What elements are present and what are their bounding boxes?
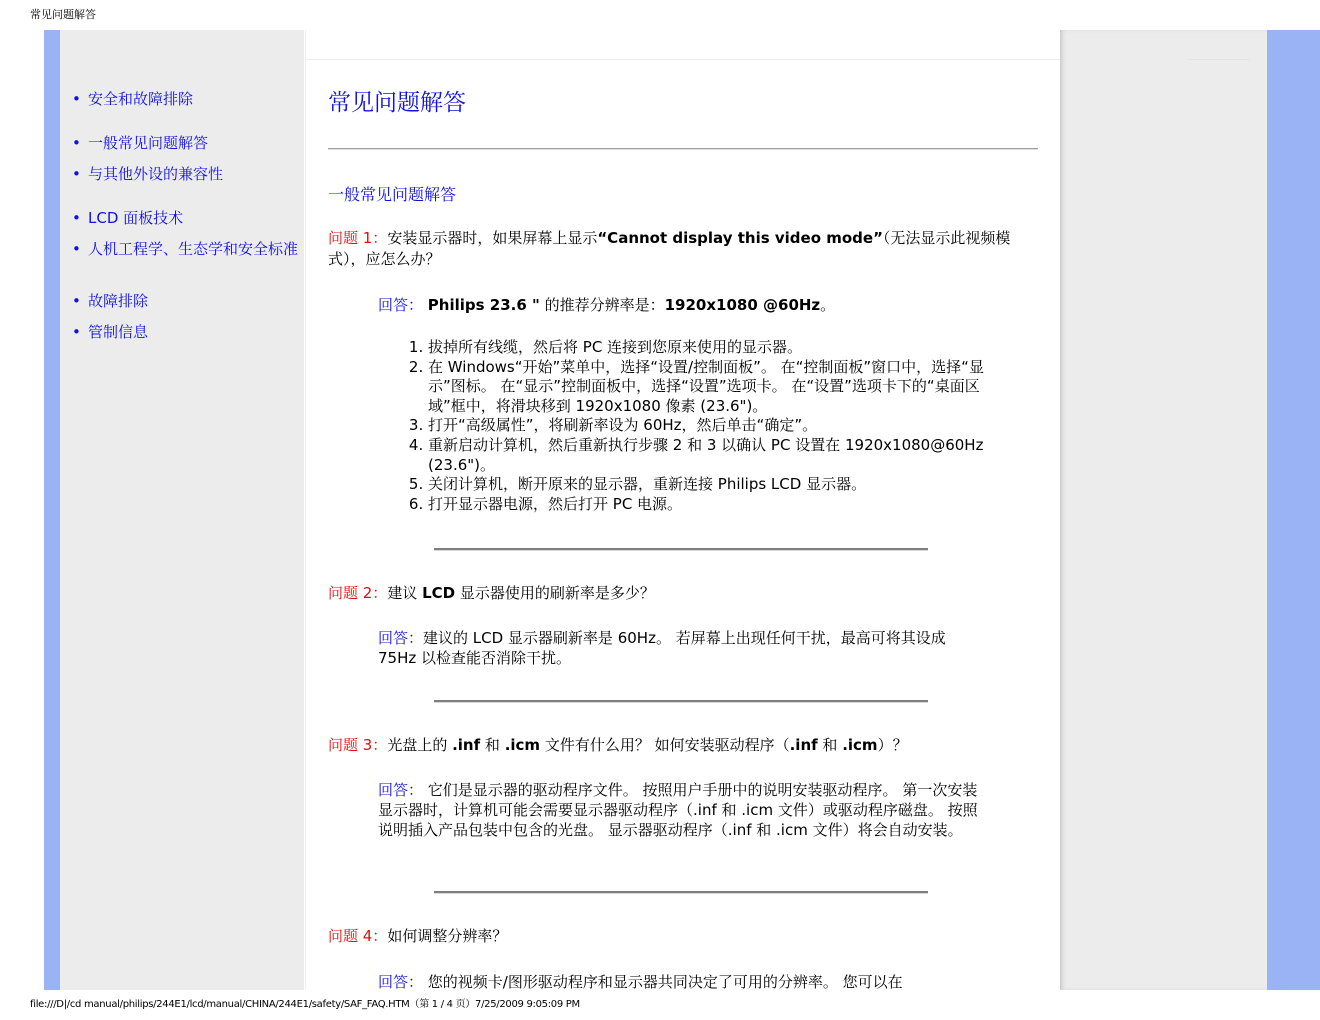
right-border-strip [1267, 30, 1320, 990]
section-divider [434, 548, 928, 551]
answer-2 [378, 628, 988, 668]
right-panel-divider [1188, 59, 1250, 60]
top-divider [306, 59, 1060, 60]
answer-3 [378, 780, 988, 840]
main-content [305, 30, 1061, 990]
sidebar-item-label[interactable]: 管制信息 [88, 323, 149, 341]
question-2 [328, 583, 1028, 604]
left-border-strip [44, 30, 60, 990]
sidebar-item-ergonomics[interactable] [72, 238, 298, 260]
question-text-bold: .inf [452, 736, 481, 754]
answer-1 [378, 295, 988, 315]
title-divider [328, 148, 1038, 150]
question-text: （无法显示此视频模式），应怎么办？ [328, 229, 1011, 268]
sidebar-item-label[interactable]: 与其他外设的兼容性 [88, 165, 224, 183]
answer-text: 。 [820, 296, 836, 314]
step-item: 3. 打开“高级属性”，将刷新率设为 60Hz，然后单击“确定”。 [428, 416, 988, 436]
answer-text: 建议的 LCD 显示器刷新率是 60Hz。 若屏幕上出现任何干扰，最高可将其设成 75Hz 以检查能否消除干扰。 [378, 629, 946, 667]
question-text: 建议 [387, 584, 423, 602]
question-text: 文件有什么用？ 如何安装驱动程序（ [540, 736, 790, 754]
steps-list [408, 338, 988, 514]
sidebar-item-label[interactable]: 人机工程学、生态学和安全标准 [88, 240, 299, 258]
step-item: 1. 拔掉所有线缆，然后将 PC 连接到您原来使用的显示器。 [428, 338, 988, 358]
sidebar-item-troubleshooting[interactable] [72, 290, 298, 312]
bullet-icon: • [72, 165, 81, 183]
answer-label: 回答： [378, 296, 424, 314]
question-text-bold: .icm [842, 736, 878, 754]
question-text: 和 [480, 736, 505, 754]
question-text: 和 [817, 736, 843, 754]
sidebar-item-regulatory[interactable] [72, 321, 298, 343]
question-text: ）？ [877, 736, 908, 754]
step-item: 4. 重新启动计算机，然后重新执行步骤 2 和 3 以确认 PC 设置在 1920x1080@60Hz (23.6")。 [428, 436, 988, 475]
question-text: 安装显示器时，如果屏幕上显示 [387, 229, 598, 247]
question-label: 问题 3： [328, 736, 388, 754]
question-text-bold: .icm [504, 736, 541, 754]
print-header-title: 常见问题解答 [30, 8, 96, 21]
question-label: 问题 1： [328, 229, 388, 247]
right-margin-panel [1060, 30, 1267, 990]
question-label: 问题 2： [328, 584, 388, 602]
bullet-icon: • [72, 292, 81, 310]
question-text: 如何调整分辨率？ [387, 927, 508, 945]
bullet-icon: • [72, 134, 81, 152]
answer-4 [378, 972, 988, 990]
answer-text: 它们是显示器的驱动程序文件。 按照用户手册中的说明安装驱动程序。 第一次安装显示器时，计算机可能会需要显示器驱动程序（.inf 和 .icm 文件）或驱动程序磁盘。 按照说明插入产品包装中包含的光盘。 显示器驱动程序（.inf 和 .icm 文件）将会自动安装。 [378, 781, 978, 839]
section-title: 一般常见问题解答 [328, 185, 457, 204]
sidebar-item-lcd-tech[interactable] [72, 207, 298, 229]
question-text-bold: “Cannot display this video mode” [597, 229, 883, 247]
answer-text: 的推荐分辨率是： [539, 296, 665, 314]
answer-text: 您的视频卡/图形驱动程序和显示器共同决定了可用的分辨率。 您可以在 [423, 973, 903, 990]
answer-label: 回答： [378, 629, 424, 647]
sidebar-item-general-faq[interactable] [72, 132, 298, 154]
sidebar-item-safety[interactable] [72, 88, 298, 110]
sidebar-item-compatibility[interactable] [72, 163, 298, 185]
answer-text-bold: 1920x1080 @60Hz [664, 296, 821, 314]
question-text-bold: LCD [422, 584, 456, 602]
sidebar-item-label[interactable]: 安全和故障排除 [88, 90, 194, 108]
sidebar [60, 30, 304, 990]
section-divider [434, 700, 928, 703]
sidebar-item-label[interactable]: LCD 面板技术 [88, 209, 184, 227]
step-item: 6. 打开显示器电源，然后打开 PC 电源。 [428, 495, 988, 515]
bullet-icon: • [72, 209, 81, 227]
question-label: 问题 4： [328, 927, 388, 945]
step-item: 5. 关闭计算机，断开原来的显示器，重新连接 Philips LCD 显示器。 [428, 475, 988, 495]
section-divider [434, 891, 928, 894]
question-text-bold: .inf [789, 736, 818, 754]
answer-label: 回答： [378, 781, 424, 799]
answer-text-bold: Philips 23.6 " [427, 296, 540, 314]
question-text: 光盘上的 [387, 736, 453, 754]
sidebar-item-label[interactable]: 故障排除 [88, 292, 149, 310]
answer-label: 回答： [378, 973, 424, 990]
question-text: 显示器使用的刷新率是多少？ [455, 584, 655, 602]
sidebar-item-label[interactable]: 一般常见问题解答 [88, 134, 209, 152]
step-item: 2. 在 Windows“开始”菜单中，选择“设置/控制面板”。 在“控制面板”窗口中，选择“显示”图标。 在“显示”控制面板中，选择“设置”选项卡。 在“设置”选项卡下的“桌面区域”框中，将滑块移到 1920x1080 像素 (23.6")。 [428, 358, 988, 417]
bullet-icon: • [72, 323, 81, 341]
question-4 [328, 926, 1028, 947]
page-title: 常见问题解答 [328, 90, 466, 116]
bullet-icon: • [72, 240, 81, 258]
bullet-icon: • [72, 90, 81, 108]
question-3 [328, 735, 1028, 756]
question-1 [328, 228, 1028, 270]
print-footer-path: file:///D|/cd manual/philips/244E1/lcd/manual/CHINA/244E1/safety/SAF_FAQ.HTM（第 1 / 4 页）7/25/2009 9:05:09 PM [30, 999, 580, 1010]
